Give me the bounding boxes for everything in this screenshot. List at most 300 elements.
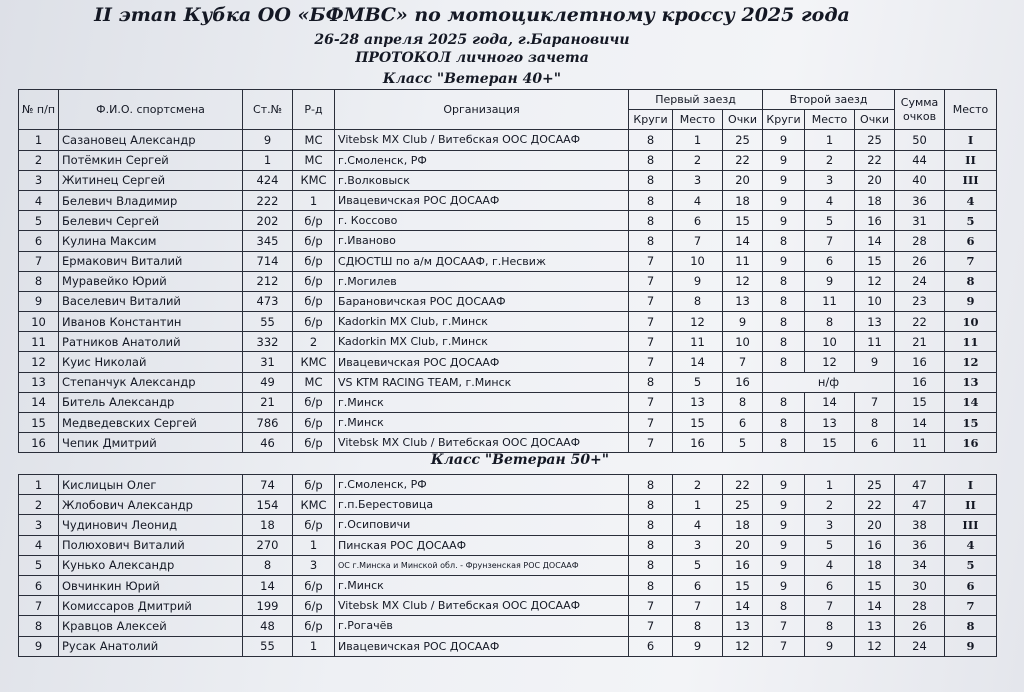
- cell-org: г.Смоленск, РФ: [335, 150, 629, 170]
- cell-st: 345: [243, 231, 293, 251]
- cell-r: МС: [293, 372, 335, 392]
- cell-o1: 15: [723, 575, 763, 595]
- cell-sum: 38: [895, 515, 945, 535]
- cell-p2: 12: [805, 352, 855, 372]
- results-body-veteran-40: [19, 130, 997, 453]
- cell-l1: 7: [629, 616, 673, 636]
- cell-o2: 7: [855, 392, 895, 412]
- cell-o2: 22: [855, 495, 895, 515]
- cell-org: Kadorkin MX Club, г.Минск: [335, 332, 629, 352]
- cell-p2: 11: [805, 291, 855, 311]
- cell-sum: 28: [895, 596, 945, 616]
- cell-org: СДЮСТШ по а/м ДОСААФ, г.Несвиж: [335, 251, 629, 271]
- table-row: [19, 495, 997, 515]
- cell-p2: 6: [805, 575, 855, 595]
- cell-p1: 4: [673, 190, 723, 210]
- cell-org: Барановичская РОС ДОСААФ: [335, 291, 629, 311]
- results-body-veteran-50: [19, 475, 997, 657]
- cell-st: 21: [243, 392, 293, 412]
- cell-org: г.Минск: [335, 575, 629, 595]
- cell-p2: 7: [805, 231, 855, 251]
- table-row: [19, 535, 997, 555]
- cell-name: Овчинкин Юрий: [59, 575, 243, 595]
- cell-p1: 2: [673, 150, 723, 170]
- cell-o1: 5: [723, 433, 763, 453]
- cell-l2: 8: [763, 433, 805, 453]
- cell-l2: 8: [763, 392, 805, 412]
- cell-r: 3: [293, 555, 335, 575]
- cell-l1: 7: [629, 312, 673, 332]
- cell-n: 6: [19, 231, 59, 251]
- cell-sum: 26: [895, 616, 945, 636]
- cell-place: 7: [945, 596, 997, 616]
- cell-o2: 16: [855, 535, 895, 555]
- cell-l1: 8: [629, 535, 673, 555]
- table-row: [19, 352, 997, 372]
- cell-org: Kadorkin MX Club, г.Минск: [335, 312, 629, 332]
- cell-l2: 9: [763, 575, 805, 595]
- cell-p2: 1: [805, 475, 855, 495]
- cell-name: Русак Анатолий: [59, 636, 243, 656]
- cell-p2: 2: [805, 150, 855, 170]
- cell-r: б/р: [293, 291, 335, 311]
- cell-st: 74: [243, 475, 293, 495]
- cell-sum: 31: [895, 211, 945, 231]
- cell-n: 13: [19, 372, 59, 392]
- cell-sum: 26: [895, 251, 945, 271]
- cell-st: 786: [243, 413, 293, 433]
- cell-o2: 14: [855, 596, 895, 616]
- cell-name: Иванов Константин: [59, 312, 243, 332]
- cell-o1: 16: [723, 555, 763, 575]
- cell-place: 5: [945, 211, 997, 231]
- cell-l1: 8: [629, 231, 673, 251]
- cell-l2: 9: [763, 150, 805, 170]
- cell-org: г. Коссово: [335, 211, 629, 231]
- cell-p1: 8: [673, 616, 723, 636]
- results-table-veteran-50: [18, 474, 997, 657]
- cell-o2: 16: [855, 211, 895, 231]
- cell-n: 12: [19, 352, 59, 372]
- cell-name: Житинец Сергей: [59, 170, 243, 190]
- table-row: [19, 130, 997, 150]
- cell-place: I: [945, 475, 997, 495]
- cell-n: 7: [19, 596, 59, 616]
- cell-l1: 8: [629, 372, 673, 392]
- cell-o2: 8: [855, 413, 895, 433]
- cell-p1: 6: [673, 211, 723, 231]
- cell-o1: 6: [723, 413, 763, 433]
- cell-name: Кравцов Алексей: [59, 616, 243, 636]
- cell-p1: 14: [673, 352, 723, 372]
- cell-r: КМС: [293, 495, 335, 515]
- cell-o1: 16: [723, 372, 763, 392]
- cell-p1: 12: [673, 312, 723, 332]
- cell-place: 9: [945, 291, 997, 311]
- cell-o2: 9: [855, 352, 895, 372]
- cell-org: Vitebsk MX Club / Витебская ООС ДОСААФ: [335, 596, 629, 616]
- cell-org: г.Волковыск: [335, 170, 629, 190]
- cell-o2: 18: [855, 555, 895, 575]
- cell-name: Муравейко Юрий: [59, 271, 243, 291]
- cell-st: 1: [243, 150, 293, 170]
- cell-st: 154: [243, 495, 293, 515]
- cell-l1: 8: [629, 211, 673, 231]
- cell-sum: 36: [895, 190, 945, 210]
- table-row: [19, 211, 997, 231]
- cell-o2: 25: [855, 475, 895, 495]
- cell-org: Ивацевичская РОС ДОСААФ: [335, 190, 629, 210]
- cell-l1: 7: [629, 332, 673, 352]
- cell-l2: 8: [763, 291, 805, 311]
- cell-sum: 23: [895, 291, 945, 311]
- cell-l1: 7: [629, 413, 673, 433]
- cell-o1: 11: [723, 251, 763, 271]
- cell-p1: 7: [673, 231, 723, 251]
- cell-n: 5: [19, 211, 59, 231]
- cell-l2: 7: [763, 636, 805, 656]
- page-title: II этап Кубка ОО «БФМВС» по мотоциклетному кроссу 2025 года: [94, 4, 850, 26]
- cell-o2: 25: [855, 130, 895, 150]
- cell-p2: 3: [805, 170, 855, 190]
- cell-sum: 34: [895, 555, 945, 575]
- cell-l2: 8: [763, 332, 805, 352]
- cell-sum: 22: [895, 312, 945, 332]
- cell-o1: 25: [723, 495, 763, 515]
- cell-r: б/р: [293, 596, 335, 616]
- cell-l2: 9: [763, 130, 805, 150]
- cell-o1: 8: [723, 392, 763, 412]
- cell-place: 14: [945, 392, 997, 412]
- cell-place: II: [945, 495, 997, 515]
- cell-o1: 13: [723, 616, 763, 636]
- cell-p2: 9: [805, 271, 855, 291]
- cell-r: КМС: [293, 352, 335, 372]
- cell-place: 8: [945, 616, 997, 636]
- cell-p2: 8: [805, 312, 855, 332]
- cell-p1: 5: [673, 372, 723, 392]
- cell-place: 4: [945, 190, 997, 210]
- cell-n: 4: [19, 535, 59, 555]
- cell-l1: 8: [629, 515, 673, 535]
- cell-sum: 40: [895, 170, 945, 190]
- cell-p1: 6: [673, 575, 723, 595]
- cell-st: 48: [243, 616, 293, 636]
- cell-o1: 12: [723, 271, 763, 291]
- cell-st: 55: [243, 312, 293, 332]
- cell-o2: 20: [855, 515, 895, 535]
- cell-l1: 7: [629, 251, 673, 271]
- cell-name: Кислицын Олег: [59, 475, 243, 495]
- cell-p2: 1: [805, 130, 855, 150]
- cell-p1: 16: [673, 433, 723, 453]
- cell-n: 6: [19, 575, 59, 595]
- cell-n: 2: [19, 495, 59, 515]
- protocol-title: ПРОТОКОЛ личного зачета: [355, 50, 589, 66]
- cell-l1: 8: [629, 495, 673, 515]
- cell-n: 2: [19, 150, 59, 170]
- cell-name: Чепик Дмитрий: [59, 433, 243, 453]
- cell-sum: 24: [895, 636, 945, 656]
- cell-name: Кунько Александр: [59, 555, 243, 575]
- cell-p2: 10: [805, 332, 855, 352]
- cell-sum: 30: [895, 575, 945, 595]
- cell-l2: 9: [763, 515, 805, 535]
- cell-st: 199: [243, 596, 293, 616]
- table-row: [19, 616, 997, 636]
- cell-p1: 3: [673, 170, 723, 190]
- cell-org: г.Минск: [335, 392, 629, 412]
- cell-name: Ратников Анатолий: [59, 332, 243, 352]
- cell-st: 714: [243, 251, 293, 271]
- cell-p2: н/ф: [763, 372, 895, 392]
- cell-r: б/р: [293, 515, 335, 535]
- cell-place: 8: [945, 271, 997, 291]
- cell-org: г.Минск: [335, 413, 629, 433]
- cell-place: III: [945, 170, 997, 190]
- class-title-veteran-40: Класс "Ветеран 40+": [382, 71, 562, 87]
- cell-r: б/р: [293, 312, 335, 332]
- cell-name: Полюхович Виталий: [59, 535, 243, 555]
- cell-n: 3: [19, 170, 59, 190]
- cell-p1: 3: [673, 535, 723, 555]
- cell-l1: 6: [629, 636, 673, 656]
- cell-l2: 9: [763, 495, 805, 515]
- table-row: [19, 190, 997, 210]
- cell-sum: 16: [895, 352, 945, 372]
- cell-o1: 7: [723, 352, 763, 372]
- cell-place: I: [945, 130, 997, 150]
- cell-place: 16: [945, 433, 997, 453]
- cell-p1: 9: [673, 636, 723, 656]
- cell-r: б/р: [293, 271, 335, 291]
- cell-l1: 8: [629, 130, 673, 150]
- cell-name: Кулина Максим: [59, 231, 243, 251]
- cell-l2: 9: [763, 535, 805, 555]
- event-date-location: 26-28 апреля 2025 года, г.Барановичи: [314, 32, 630, 48]
- table-row: [19, 555, 997, 575]
- col-header-heat1: Первый заезд: [629, 90, 763, 110]
- cell-n: 3: [19, 515, 59, 535]
- cell-o2: 13: [855, 616, 895, 636]
- cell-p2: 5: [805, 211, 855, 231]
- table-row: [19, 575, 997, 595]
- cell-place: 15: [945, 413, 997, 433]
- cell-l2: 9: [763, 475, 805, 495]
- col-header-place-2: Место: [805, 110, 855, 130]
- cell-n: 9: [19, 636, 59, 656]
- cell-n: 11: [19, 332, 59, 352]
- cell-st: 55: [243, 636, 293, 656]
- cell-l2: 9: [763, 190, 805, 210]
- cell-name: Медведевских Сергей: [59, 413, 243, 433]
- cell-sum: 50: [895, 130, 945, 150]
- cell-p2: 7: [805, 596, 855, 616]
- cell-p1: 5: [673, 555, 723, 575]
- cell-o1: 18: [723, 190, 763, 210]
- cell-r: б/р: [293, 211, 335, 231]
- table-row: [19, 475, 997, 495]
- cell-place: 12: [945, 352, 997, 372]
- cell-sum: 28: [895, 231, 945, 251]
- cell-p1: 8: [673, 291, 723, 311]
- col-header-start: Ст.№: [243, 90, 293, 130]
- cell-o1: 9: [723, 312, 763, 332]
- cell-org: Vitebsk MX Club / Витебская ООС ДОСААФ: [335, 130, 629, 150]
- table-row: [19, 332, 997, 352]
- cell-l1: 8: [629, 150, 673, 170]
- cell-place: 9: [945, 636, 997, 656]
- cell-place: III: [945, 515, 997, 535]
- cell-n: 4: [19, 190, 59, 210]
- cell-sum: 44: [895, 150, 945, 170]
- cell-name: Жлобович Александр: [59, 495, 243, 515]
- cell-r: б/р: [293, 433, 335, 453]
- cell-p2: 15: [805, 433, 855, 453]
- cell-name: Ермакович Виталий: [59, 251, 243, 271]
- cell-o2: 15: [855, 575, 895, 595]
- cell-p2: 9: [805, 636, 855, 656]
- cell-l1: 8: [629, 170, 673, 190]
- cell-r: КМС: [293, 170, 335, 190]
- cell-l1: 8: [629, 475, 673, 495]
- cell-p2: 2: [805, 495, 855, 515]
- cell-o2: 22: [855, 150, 895, 170]
- cell-o1: 12: [723, 636, 763, 656]
- cell-p1: 10: [673, 251, 723, 271]
- cell-n: 10: [19, 312, 59, 332]
- cell-o1: 20: [723, 170, 763, 190]
- cell-st: 212: [243, 271, 293, 291]
- cell-place: 6: [945, 575, 997, 595]
- table-row: [19, 596, 997, 616]
- cell-l1: 8: [629, 575, 673, 595]
- cell-r: б/р: [293, 413, 335, 433]
- table-row: [19, 150, 997, 170]
- cell-st: 424: [243, 170, 293, 190]
- cell-l1: 7: [629, 596, 673, 616]
- cell-org: Пинская РОС ДОСААФ: [335, 535, 629, 555]
- cell-sum: 36: [895, 535, 945, 555]
- cell-r: б/р: [293, 392, 335, 412]
- cell-o1: 20: [723, 535, 763, 555]
- cell-org: г.Иваново: [335, 231, 629, 251]
- cell-st: 202: [243, 211, 293, 231]
- col-header-sum: Сумма очков: [895, 90, 945, 130]
- cell-place: 4: [945, 535, 997, 555]
- cell-st: 31: [243, 352, 293, 372]
- cell-r: б/р: [293, 616, 335, 636]
- cell-sum: 15: [895, 392, 945, 412]
- cell-name: Васелевич Виталий: [59, 291, 243, 311]
- cell-o1: 15: [723, 211, 763, 231]
- cell-p1: 1: [673, 130, 723, 150]
- cell-r: б/р: [293, 251, 335, 271]
- cell-l1: 7: [629, 352, 673, 372]
- cell-o1: 22: [723, 475, 763, 495]
- cell-place: 13: [945, 372, 997, 392]
- cell-p1: 9: [673, 271, 723, 291]
- col-header-points-1: Очки: [723, 110, 763, 130]
- table-row: [19, 291, 997, 311]
- cell-n: 15: [19, 413, 59, 433]
- cell-o2: 10: [855, 291, 895, 311]
- cell-st: 18: [243, 515, 293, 535]
- col-header-final-place: Место: [945, 90, 997, 130]
- col-header-laps-2: Круги: [763, 110, 805, 130]
- cell-org: г.Смоленск, РФ: [335, 475, 629, 495]
- cell-r: б/р: [293, 475, 335, 495]
- cell-p2: 8: [805, 616, 855, 636]
- cell-place: 7: [945, 251, 997, 271]
- cell-n: 8: [19, 271, 59, 291]
- cell-org: Vitebsk MX Club / Витебская ООС ДОСААФ: [335, 433, 629, 453]
- cell-name: Комиссаров Дмитрий: [59, 596, 243, 616]
- cell-n: 7: [19, 251, 59, 271]
- table-row: [19, 515, 997, 535]
- cell-o1: 10: [723, 332, 763, 352]
- table-row: [19, 372, 997, 392]
- cell-o2: 20: [855, 170, 895, 190]
- col-header-num: № п/п: [19, 90, 59, 130]
- cell-o2: 12: [855, 271, 895, 291]
- table-row: [19, 636, 997, 656]
- cell-place: 5: [945, 555, 997, 575]
- cell-l2: 8: [763, 271, 805, 291]
- cell-r: б/р: [293, 231, 335, 251]
- cell-st: 9: [243, 130, 293, 150]
- cell-l1: 7: [629, 291, 673, 311]
- cell-p1: 7: [673, 596, 723, 616]
- cell-name: Степанчук Александр: [59, 372, 243, 392]
- table-row: [19, 271, 997, 291]
- cell-l2: 9: [763, 555, 805, 575]
- cell-o1: 18: [723, 515, 763, 535]
- cell-l1: 7: [629, 392, 673, 412]
- cell-name: Сазановец Александр: [59, 130, 243, 150]
- col-header-heat2: Второй заезд: [763, 90, 895, 110]
- cell-p2: 13: [805, 413, 855, 433]
- cell-r: 1: [293, 636, 335, 656]
- col-header-laps-1: Круги: [629, 110, 673, 130]
- cell-org: г.Рогачёв: [335, 616, 629, 636]
- cell-l1: 8: [629, 190, 673, 210]
- cell-o2: 6: [855, 433, 895, 453]
- cell-sum: 11: [895, 433, 945, 453]
- cell-l2: 8: [763, 231, 805, 251]
- table-row: [19, 392, 997, 412]
- cell-l2: 8: [763, 596, 805, 616]
- cell-sum: 16: [895, 372, 945, 392]
- cell-o1: 13: [723, 291, 763, 311]
- cell-org: г.п.Берестовица: [335, 495, 629, 515]
- cell-p1: 4: [673, 515, 723, 535]
- cell-org: VS KTM RACING TEAM, г.Минск: [335, 372, 629, 392]
- cell-r: 2: [293, 332, 335, 352]
- cell-p1: 2: [673, 475, 723, 495]
- cell-l2: 9: [763, 211, 805, 231]
- cell-l2: 7: [763, 616, 805, 636]
- cell-o1: 14: [723, 231, 763, 251]
- cell-sum: 47: [895, 495, 945, 515]
- cell-r: 1: [293, 535, 335, 555]
- cell-r: 1: [293, 190, 335, 210]
- cell-p2: 3: [805, 515, 855, 535]
- cell-place: 6: [945, 231, 997, 251]
- cell-name: Чудинович Леонид: [59, 515, 243, 535]
- col-header-org: Организация: [335, 90, 629, 130]
- cell-name: Куис Николай: [59, 352, 243, 372]
